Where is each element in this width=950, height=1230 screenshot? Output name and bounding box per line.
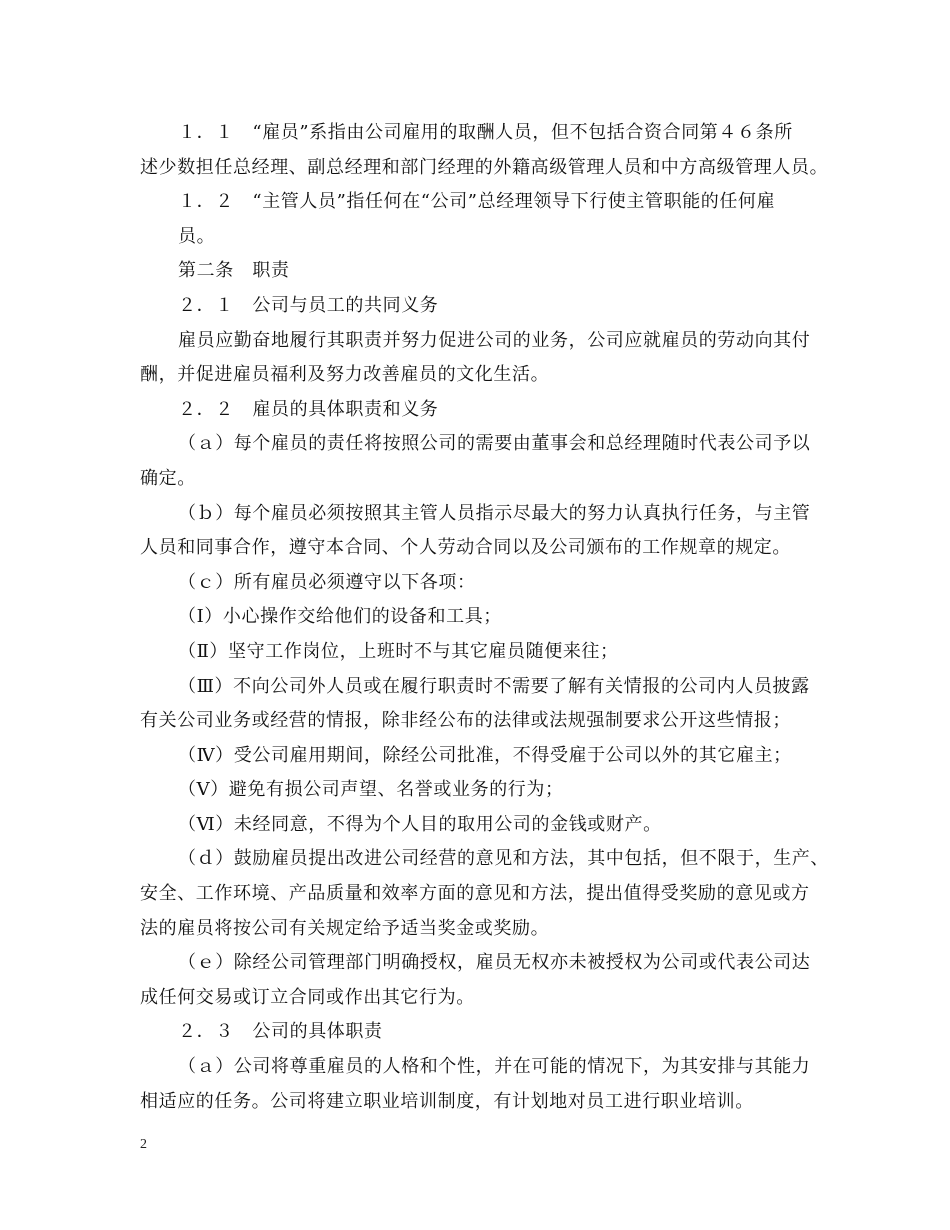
document-body — [140, 116, 830, 1119]
text-line: （Ⅴ）避免有损公司声望、名誉或业务的行为； — [178, 779, 564, 801]
text-line: （ｃ）所有雇员必须遵守以下各项： — [178, 571, 476, 593]
text-line: （Ⅵ）未经同意，不得为个人目的取用公司的金钱或财产。 — [178, 813, 662, 835]
text-line: （Ⅱ）坚守工作岗位，上班时不与其它雇员随便来往； — [178, 640, 619, 662]
text-line: 有关公司业务或经营的情报，除非经公布的法律或法规强制要求公开这些情报； — [140, 710, 791, 732]
text-line: （ｂ）每个雇员必须按照其主管人员指示尽最大的努力认真执行任务，与主管 — [178, 502, 811, 524]
text-line: ２．１ 公司与员工的共同义务 — [178, 294, 439, 316]
text-line: １．２ “主管人员”指任何在“公司”总经理领导下行使主管职能的任何雇 — [178, 191, 776, 213]
text-line: （Ⅰ）小心操作交给他们的设备和工具； — [178, 606, 502, 628]
text-line: 安全、工作环境、产品质量和效率方面的意见和方法，提出值得受奖励的意见或方 — [140, 883, 810, 905]
text-line: ２．２ 雇员的具体职责和义务 — [178, 398, 439, 420]
text-line: 确定。 — [140, 467, 196, 489]
text-line: （ｅ）除经公司管理部门明确授权，雇员无权亦未被授权为公司或代表公司达 — [178, 952, 811, 974]
text-line: （Ⅳ）受公司雇用期间，除经公司批准，不得受雇于公司以外的其它雇主； — [178, 744, 792, 766]
text-line: 人员和同事合作，遵守本合同、个人劳动合同以及公司颁布的工作规章的规定。 — [140, 537, 791, 559]
text-line: 员。 — [178, 225, 216, 247]
text-line: （Ⅲ）不向公司外人员或在履行职责时不需要了解有关情报的公司内人员披露 — [178, 675, 810, 697]
text-line: （ａ）公司将尊重雇员的人格和个性，并在可能的情况下，为其安排与其能力 — [178, 1056, 811, 1078]
text-line: （ａ）每个雇员的责任将按照公司的需要由董事会和总经理随时代表公司予以 — [178, 433, 811, 455]
text-line: 雇员应勤奋地履行其职责并努力促进公司的业务，公司应就雇员的劳动向其付 — [178, 329, 811, 351]
text-line: 第二条 职责 — [178, 260, 290, 282]
text-line: （ｄ）鼓励雇员提出改进公司经营的意见和方法，其中包括，但不限于，生产、 — [178, 848, 829, 870]
text-line: ２．３ 公司的具体职责 — [178, 1021, 383, 1043]
text-line: １．１ “雇员”系指由公司雇用的取酬人员，但不包括合资合同第４６条所 — [178, 122, 793, 143]
page-number: 2 — [140, 1137, 147, 1152]
text-line: 述少数担任总经理、副总经理和部门经理的外籍高级管理人员和中方高级管理人员。 — [140, 156, 829, 178]
text-line: 法的雇员将按公司有关规定给予适当奖金或奖励。 — [140, 917, 550, 939]
text-line: 相适应的任务。公司将建立职业培训制度，有计划地对员工进行职业培训。 — [140, 1090, 754, 1112]
text-line: 酬，并促进雇员福利及努力改善雇员的文化生活。 — [140, 364, 550, 386]
text-line: 成任何交易或订立合同或作出其它行为。 — [140, 986, 475, 1008]
